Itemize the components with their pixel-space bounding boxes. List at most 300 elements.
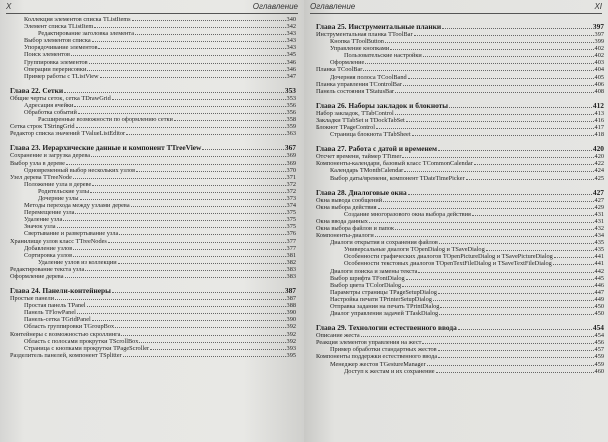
dot-leader [414,31,594,36]
dot-leader [92,181,285,186]
toc-entry-title: Общие черты сеток, сетка TDrawGrid [10,94,111,102]
toc-entry-title: Панель TFlowPanel [24,309,76,317]
toc-page-number: 371 [286,173,296,181]
dot-leader [363,66,593,71]
toc-entry-title: Окна выбора файлов и папок [316,224,395,232]
dot-leader [73,245,285,250]
toc-entry-title: Свертывание и развертывание узла [24,230,119,238]
dot-leader [376,124,594,129]
toc-page-number: 390 [286,316,296,324]
toc-chapter-entry [316,23,604,31]
toc-chapter-entry [316,189,604,197]
dot-leader [174,116,286,121]
toc-entry-title: Компоненты поддержки естественного ввода [316,353,438,361]
toc-page-number: 376 [286,230,296,238]
toc-entry [316,239,604,246]
toc-entry [316,175,604,182]
toc-chapter-entry [316,324,604,332]
toc-page-number: 359 [286,123,296,131]
toc-entry [316,218,604,225]
toc-entry-title: Область с полосами прокрутки TScrollBox [24,337,139,345]
dot-leader [64,88,284,93]
toc-entry [10,230,296,237]
dot-leader [378,204,594,209]
toc-entry-title: Элемент списка TListItem [24,23,94,31]
toc-entry [316,74,604,81]
dot-leader [123,352,286,357]
toc-entry [10,323,296,330]
toc-entry [10,66,296,73]
dot-leader [408,190,592,195]
dot-leader [126,130,285,135]
toc-entry-title: Компоненты-диалоги [316,232,374,240]
toc-entry-title: Календарь TMonthCalendar [330,167,404,175]
toc-entry [316,88,604,95]
toc-entry-title: Набор закладок, TTabControl [316,109,394,117]
toc-entry [316,204,604,211]
toc-entry [10,252,296,259]
toc-page-number: 383 [286,273,296,280]
toc-entry-title: Операции перерисовки [24,65,87,73]
toc-entry-title: Описание жеста [316,332,360,340]
toc-entry [10,30,296,37]
toc-entry-title: Дочерняя полоса TCoolBand [330,73,407,81]
dot-leader [466,175,594,180]
dot-leader [135,30,286,35]
dot-leader [395,225,593,230]
dot-leader [486,246,594,251]
toc-page-number: 375 [286,223,296,231]
toc-entry [316,160,604,167]
toc-page-number: 405 [594,73,604,81]
toc-entry [10,16,296,23]
dot-leader [73,174,286,179]
toc-page-number: 441 [594,253,604,261]
dot-leader [202,145,284,150]
toc-page-number: 435 [594,246,604,254]
toc-entry-title: Добавление узлов [24,244,73,252]
toc-entry-title: Коллекция элементов списка TListItems [24,16,131,23]
toc-page-number: 363 [286,130,296,138]
toc-entry [10,245,296,252]
toc-entry-title: Дочерние узлы [38,194,79,202]
toc-entry [316,167,604,174]
toc-entry-title: Окна ввода данных [316,217,368,225]
dot-leader [131,202,286,207]
dot-leader [395,110,594,115]
dot-leader [438,289,594,294]
dot-leader [406,275,594,280]
toc-page-number: 392 [286,323,296,331]
toc-entry-title: Выбор даты/времени, компонент TDateTimePicker [330,174,465,182]
toc-entry-title: Глава 29. Технологии естественного ввода [316,323,457,333]
toc-page-number: 369 [286,152,296,160]
toc-entry [316,38,604,45]
dot-leader [418,268,593,273]
toc-entry-title: Оформление [330,59,365,67]
toc-entry [316,211,604,218]
toc-entry [316,275,604,282]
toc-page-number: 457 [594,346,604,354]
dot-leader [402,282,593,287]
toc-entry [10,345,296,352]
toc-page-number: 392 [286,330,296,338]
toc-entry-title: Выбор шрифта TFontDialog [330,274,405,282]
dot-leader [112,95,286,100]
toc-entry [316,81,604,88]
toc-entry [10,309,296,316]
toc-page-number: 460 [594,367,604,375]
toc-entry-title: Глава 26. Наборы закладок и блокноты [316,100,449,110]
toc-entry [316,339,604,346]
dot-leader [369,218,594,223]
toc-entry [316,289,604,296]
right-page [304,0,608,442]
toc-entry-title: Планка управления TControlBar [316,80,402,88]
toc-page-number: 370 [286,166,296,174]
dot-leader [438,353,593,358]
toc-page-number: 340 [286,16,296,23]
dot-leader [89,59,286,64]
toc-entry [10,160,296,167]
dot-leader [92,37,286,42]
dot-leader [554,253,594,258]
toc-entry-title: Методы перехода между узлами дерева [24,202,130,210]
toc-page-number: 381 [286,251,296,259]
toc-entry-title: Глава 25. Инструментальные планки [316,22,442,31]
toc-page-number: 395 [286,351,296,359]
toc-entry [10,259,296,266]
dot-leader [87,66,285,71]
toc-page-number: 399 [594,38,604,46]
toc-entry [10,102,296,109]
toc-entry-title: Диалоги открытия и сохранения файлов [330,239,438,247]
toc-entry-title: Поиск элементов [24,51,70,59]
toc-page-number: 413 [594,109,604,117]
dot-leader [439,310,593,315]
toc-page-number: 367 [284,143,296,153]
toc-entry-title: Выбор цвета TColorDialog [330,281,402,289]
toc-entry-title: Пользовательские настройки [344,52,422,60]
toc-entry-title: Окна выбора действия [316,203,377,211]
toc-page-number: 429 [594,203,604,211]
dot-leader [553,260,594,265]
toc-entry [10,223,296,230]
toc-entry [316,232,604,239]
dot-leader [436,368,594,373]
dot-leader [115,323,285,328]
dot-leader [412,131,594,136]
toc-entry-title: Диалоги поиска и замены текста [330,267,418,275]
toc-page-number: 417 [594,124,604,132]
toc-entry-title: Выбор узла в дереве [10,159,65,167]
toc-page-number: 416 [594,116,604,124]
toc-page-number: 393 [286,344,296,352]
toc-entry-title: Область группировки TGroupBox [24,323,115,331]
toc-entry-title: Значок узла [24,223,56,231]
toc-page-number: 375 [286,209,296,217]
dot-leader [438,346,594,351]
toc-page-number: 427 [594,196,604,204]
dot-leader [91,152,286,157]
toc-entry [316,282,604,289]
left-page-header [6,2,298,14]
dot-leader [85,266,285,271]
toc-entry-title: Страница блокнота TTabSheet [330,131,411,139]
toc-entry-title: Глава 28. Диалоговые окна [316,187,407,197]
toc-entry [10,130,296,137]
toc-entry-title: Диалог управления задачей TTaskDialog [330,310,439,318]
toc-entry [316,353,604,360]
toc-page-number: 377 [286,237,296,245]
toc-entry [316,131,604,138]
toc-entry [316,268,604,275]
dot-leader [80,195,286,200]
dot-leader [121,331,285,336]
toc-page-number: 345 [286,51,296,59]
toc-entry-title: Положение узла в дереве [24,180,92,188]
toc-page-number: 445 [594,274,604,282]
toc-entry-title: Расширенные возможности по оформлению сетки [38,116,173,124]
toc-entry [10,209,296,216]
toc-page-number: 459 [594,353,604,361]
toc-entry-title: Инструментальная планка TToolBar [316,31,413,38]
toc-entry [316,260,604,267]
dot-leader [65,273,286,278]
left-running-title: Оглавление [252,2,298,11]
toc-page-number: 412 [592,100,604,110]
toc-entry-title: Пример обработки стандартных жестов [330,346,437,354]
toc-entry [10,152,296,159]
toc-page-number: 432 [594,224,604,232]
toc-entry [316,124,604,131]
dot-leader [404,167,593,172]
toc-entry [316,310,604,317]
toc-entry [316,368,604,375]
toc-entry [10,338,296,345]
toc-page-number: 406 [594,80,604,88]
right-page-number: XI [594,2,602,11]
toc-page-number: 375 [286,216,296,224]
toc-page-number: 353 [286,94,296,102]
toc-entry-title: Удаление узла [24,216,63,224]
dot-leader [395,88,593,93]
dot-leader [118,259,286,264]
toc-page-number: 397 [594,31,604,38]
left-page-number: Х [6,2,12,11]
toc-page-number: 343 [286,30,296,38]
dot-leader [383,197,593,202]
toc-entry-title: Отправка задания на печать TPrintDialog [330,303,440,310]
toc-entry [10,23,296,30]
toc-page-number: 372 [286,187,296,195]
toc-entry [316,66,604,73]
toc-entry [10,167,296,174]
dot-leader [433,296,594,301]
toc-entry [10,123,296,130]
dot-leader [100,73,286,78]
toc-page-number: 435 [594,239,604,247]
toc-entry-title: Окна вывода сообщений [316,196,383,204]
toc-page-number: 390 [286,309,296,317]
dot-leader [112,288,284,293]
toc-page-number: 346 [286,58,296,66]
toc-page-number: 431 [594,217,604,225]
toc-page-number: 404 [594,66,604,74]
toc-entry-title: Сетка строк TStringGrid [10,123,75,131]
dot-leader [449,103,592,108]
dot-leader [439,239,594,244]
dot-leader [375,232,594,237]
toc-entry [10,195,296,202]
toc-page-number: 392 [286,337,296,345]
toc-entry-title: Одновременный выбор нескольких узлов [24,166,136,174]
toc-page-number: 377 [286,244,296,252]
dot-leader [474,160,594,165]
toc-page-number: 356 [286,109,296,117]
toc-page-number: 358 [286,116,296,124]
dot-leader [98,44,285,49]
dot-leader [361,332,594,337]
toc-page-number: 346 [286,65,296,73]
toc-page-number: 456 [594,339,604,347]
toc-entry [316,361,604,368]
dot-leader [438,146,592,151]
toc-right-column [316,23,604,375]
toc-entry-title: Менеджер жестов TGestureManager [330,360,426,368]
toc-entry-title: Редактирование заголовка элемента [38,30,134,38]
toc-entry [316,117,604,124]
toc-entry-title: Перемещение узла [24,209,75,217]
dot-leader [73,252,286,257]
toc-chapter-entry [10,87,296,95]
toc-page-number: 450 [594,310,604,318]
toc-page-number: 454 [592,323,604,333]
toc-entry-title: Закладки TTabSet и TDockTabSet [316,116,405,124]
toc-page-number: 427 [592,187,604,197]
toc-entry [10,295,296,302]
toc-entry [316,225,604,232]
toc-entry-title: Редактор списка значений TValueListEditor [10,130,126,138]
toc-entry [10,181,296,188]
toc-page-number: 422 [594,160,604,168]
toc-entry-title: Узел дерева TTreeNode [10,173,72,181]
toc-entry [316,197,604,204]
toc-entry [10,51,296,58]
dot-leader [66,160,286,165]
toc-entry-title: Доступ к жестам и их сохранение [344,367,435,375]
toc-entry [10,238,296,245]
toc-entry [10,95,296,102]
toc-entry-title: Панель-сетка TGridPanel [24,316,91,324]
dot-leader [402,153,593,158]
toc-entry [10,188,296,195]
toc-page-number: 449 [594,295,604,303]
toc-page-number: 420 [592,144,604,154]
toc-entry [10,266,296,273]
toc-page-number: 402 [594,52,604,60]
toc-page-number: 382 [286,258,296,266]
toc-entry-title: Панель состояния TStatusBar [316,87,395,95]
toc-page-number: 374 [286,202,296,210]
toc-page-number: 420 [594,153,604,161]
dot-leader [150,345,285,350]
toc-entry-title: Родительские узлы [38,187,90,195]
toc-entry [316,332,604,339]
dot-leader [77,309,286,314]
toc-entry [10,174,296,181]
toc-entry [316,59,604,66]
toc-entry-title: Обработка событий [24,109,77,117]
toc-page-number: 383 [286,265,296,273]
toc-entry-title: Глава 23. Иерархические данные и компонент TTreeView [10,143,202,153]
toc-page-number: 342 [286,23,296,31]
toc-entry-title: Простые панели [10,295,54,303]
dot-leader [365,59,593,64]
toc-page-number: 356 [286,101,296,109]
toc-entry-title: Упорядочивание элементов [24,44,98,52]
dot-leader [442,24,592,29]
toc-page-number: 387 [284,286,296,296]
toc-page-number: 425 [594,174,604,182]
toc-entry [10,73,296,80]
toc-entry [10,302,296,309]
toc-page-number: 434 [594,232,604,240]
toc-entry [10,109,296,116]
toc-entry-title: Оформление дерева [10,273,64,280]
toc-entry-title: Контейнеры с возможностью скроллинга [10,330,121,338]
toc-page-number: 446 [594,281,604,289]
toc-page-number: 387 [286,295,296,303]
toc-entry [10,316,296,323]
toc-entry [316,253,604,260]
toc-entry-title: Особенности графических диалогов TOpenPictureDialog и TSavePictureDialog [344,253,553,261]
toc-entry [316,110,604,117]
toc-entry-title: Группировка элементов [24,58,88,66]
toc-entry [10,44,296,51]
toc-entry-title: Отсчет времени, таймер TTimer [316,153,402,161]
toc-entry-title: Удаление узлов из коллекции [38,258,117,266]
toc-entry-title: Сортировка узлов [24,251,73,259]
dot-leader [63,216,285,221]
toc-page-number: 447 [594,288,604,296]
toc-entry-title: Особенности текстовых диалогов TOpenTextFileDialog и TSaveTextFileDialog [344,260,552,268]
toc-entry [10,352,296,359]
toc-entry-title: Страница с кнопками прокрутки TPageScroller [24,344,150,352]
toc-entry-title: Компоненты-календари, базовый класс TCommonCalendar [316,160,473,168]
toc-entry [316,52,604,59]
dot-leader [408,74,594,79]
toc-page-number: 343 [286,44,296,52]
toc-entry [316,296,604,303]
toc-entry-title: Простая панель TPanel [24,302,86,310]
dot-leader [92,316,286,321]
toc-entry [316,45,604,52]
toc-entry-title: Сохранение и загрузка дерева [10,152,91,160]
dot-leader [90,188,285,193]
dot-leader [136,167,285,172]
toc-entry-title: Глава 22. Сетки [10,85,64,95]
toc-chapter-entry [10,287,296,295]
toc-page-number: 343 [286,37,296,45]
toc-chapter-entry [10,144,296,152]
right-page-header [310,2,602,14]
toc-page-number: 372 [286,180,296,188]
toc-entry-title: Глава 27. Работа с датой и временем [316,144,438,154]
dot-leader [406,117,594,122]
toc-page-number: 402 [594,45,604,53]
dot-leader [119,230,285,235]
